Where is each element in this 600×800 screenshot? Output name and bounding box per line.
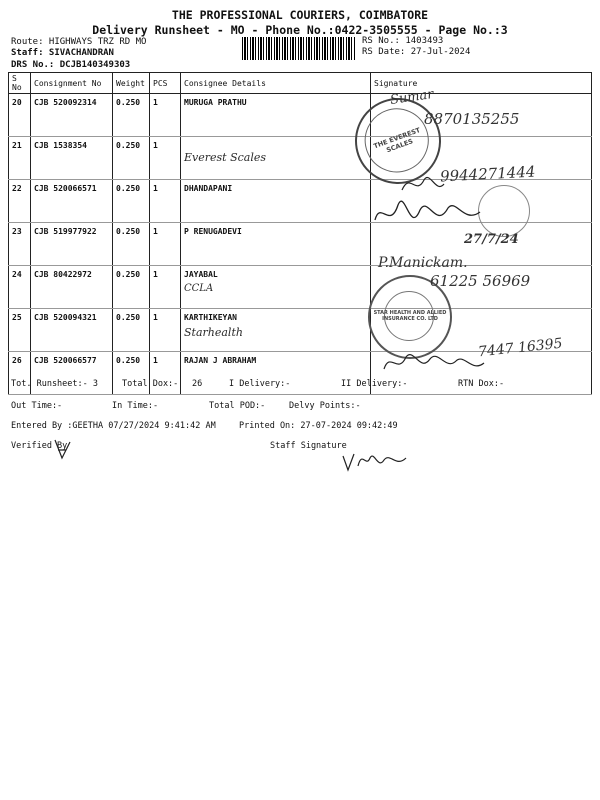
total-dox-label: Total Dox:-: [122, 379, 179, 389]
handwritten-phone: 61225 56969: [430, 272, 531, 290]
cell-consignee: [181, 180, 371, 223]
table-header-row: [9, 73, 592, 94]
handwritten-phone: 8870135255: [424, 110, 520, 128]
staff-signature: [340, 446, 410, 476]
cell-pcs: 1: [150, 309, 181, 352]
cell-consignee: [181, 137, 371, 180]
cell-sno: 26: [9, 352, 31, 395]
delvy-points: Delvy Points:-: [289, 401, 361, 411]
cell-consignment: CJB 520066571: [31, 180, 113, 223]
handwritten-phone: 9944271444: [439, 162, 536, 186]
cell-consignment: CJB 520066577: [31, 352, 113, 395]
consignee-name: MURUGA PRATHU: [184, 98, 247, 107]
consignee-name: KARTHIKEYAN: [184, 313, 237, 322]
stamp-text: STAR HEALTH AND ALLIED INSURANCE CO. LTD: [373, 310, 447, 322]
verified-signature: [52, 436, 74, 462]
in-time: In Time:-: [112, 401, 159, 411]
cell-weight: 0.250: [113, 137, 150, 180]
cell-consignee: [181, 309, 371, 352]
cell-weight: 0.250: [113, 309, 150, 352]
handwritten-note: CCLA: [184, 283, 214, 294]
runsheet-subtitle: Delivery Runsheet - MO - Phone No.:0422-3505555 - Page No.:3: [92, 23, 508, 37]
consignee-name: DHANDAPANI: [184, 184, 233, 193]
handwritten-name: P.Manickam.: [378, 255, 468, 271]
col-pcs: PCS: [150, 73, 181, 94]
cell-consignment: CJB 520092314: [31, 94, 113, 137]
cell-sno: 23: [9, 223, 31, 266]
col-signature: Signature: [371, 73, 592, 94]
consignee-name: RAJAN J ABRAHAM: [184, 356, 257, 365]
handwritten-date: 27/7/24: [464, 232, 519, 247]
total-dox-value: 26: [192, 379, 203, 389]
cell-weight: 0.250: [113, 223, 150, 266]
cell-pcs: 1: [150, 94, 181, 137]
signature-text: Sumar: [389, 87, 435, 108]
consignee-name: P RENUGADEVI: [184, 227, 242, 236]
cell-pcs: 1: [150, 352, 181, 395]
handwritten-note: Starhealth: [184, 326, 243, 339]
staff: Staff: SIVACHANDRAN: [11, 48, 114, 58]
cell-pcs: 1: [150, 180, 181, 223]
cell-weight: 0.250: [113, 180, 150, 223]
cell-consignee: [181, 223, 371, 266]
col-consignment: Consignment No: [31, 73, 113, 94]
stamp-text: THE EVEREST SCALES: [372, 126, 422, 155]
rtn-dox: RTN Dox:-: [458, 379, 505, 389]
total-pod: Total POD:-: [209, 401, 266, 411]
cell-consignment: CJB 520094321: [31, 309, 113, 352]
printed-on: Printed On: 27-07-2024 09:42:49: [239, 421, 398, 431]
handwritten-note: Everest Scales: [184, 151, 267, 164]
cell-sno: 25: [9, 309, 31, 352]
rs-date: RS Date: 27-Jul-2024: [362, 47, 471, 57]
handwritten-note: 7447 16395: [477, 335, 564, 361]
total-runsheet: Tot. Runsheet:- 3: [11, 379, 98, 389]
cell-weight: 0.250: [113, 266, 150, 309]
cell-consignment: CJB 1538354: [31, 137, 113, 180]
col-sno: S No: [9, 73, 31, 94]
verified-by: Verified By: [11, 441, 68, 451]
ii-delivery: II Delivery:-: [341, 379, 408, 389]
cell-sno: 20: [9, 94, 31, 137]
barcode: [242, 37, 355, 60]
cell-pcs: 1: [150, 223, 181, 266]
cell-consignment: CJB 80422972: [31, 266, 113, 309]
signature-scribble: [380, 345, 490, 380]
cell-sno: 21: [9, 137, 31, 180]
cell-weight: 0.250: [113, 352, 150, 395]
i-delivery: I Delivery:-: [229, 379, 291, 389]
signature-scribble: [398, 170, 448, 200]
company-title: THE PROFESSIONAL COURIERS, COIMBATORE: [171, 8, 429, 22]
col-weight: Weight: [113, 73, 150, 94]
cell-sno: 24: [9, 266, 31, 309]
col-consignee: Consignee Details: [181, 73, 371, 94]
route: Route: HIGHWAYS TRZ RD MO: [11, 37, 147, 47]
cell-consignee: [181, 94, 371, 137]
rs-number: RS No.: 1403493: [362, 36, 444, 46]
cell-consignment: CJB 519977922: [31, 223, 113, 266]
out-time: Out Time:-: [11, 401, 63, 411]
cell-sno: 22: [9, 180, 31, 223]
consignee-name: JAYABAL: [184, 270, 218, 279]
cell-pcs: 1: [150, 266, 181, 309]
cell-consignee: [181, 266, 371, 309]
entered-by: Entered By :GEETHA 07/27/2024 9:41:42 AM: [11, 421, 216, 431]
drs-number: DRS No.: DCJB140349303: [11, 60, 131, 70]
staff-signature-label: Staff Signature: [270, 441, 347, 451]
cell-weight: 0.250: [113, 94, 150, 137]
cell-pcs: 1: [150, 137, 181, 180]
